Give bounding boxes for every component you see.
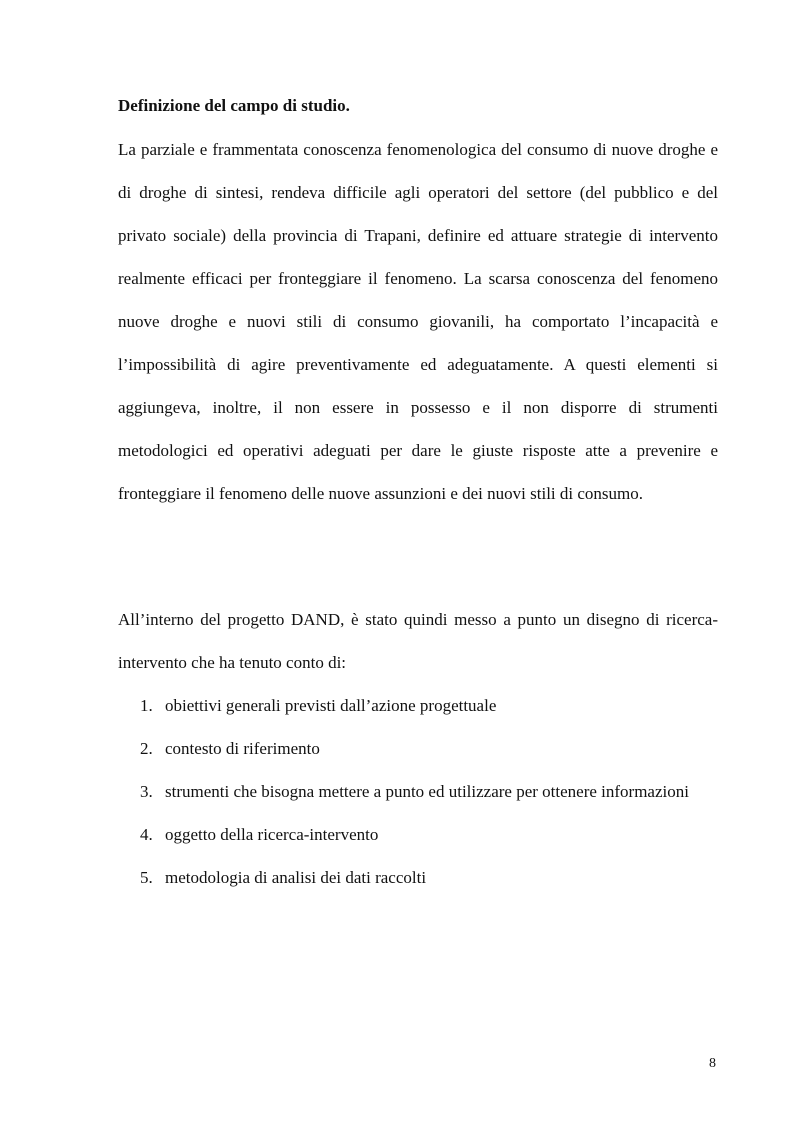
body-paragraph: All’interno del progetto DAND, è stato quindi messo a punto un disegno di ricerca-intervento che ha tenuto conto di:: [118, 610, 718, 672]
list-item-number: 3.: [140, 782, 153, 801]
numbered-list: [118, 684, 718, 899]
list-item: [118, 770, 718, 813]
section-heading: Definizione del campo di studio.: [118, 96, 350, 115]
list-item-number: 4.: [140, 825, 153, 844]
list-item-text: obiettivi generali previsti dall’azione progettuale: [165, 696, 497, 715]
document-page: [118, 0, 718, 1123]
list-item-number: 1.: [140, 696, 153, 715]
list-item-text: strumenti che bisogna mettere a punto ed utilizzare per ottenere informazioni: [165, 782, 689, 801]
list-item: [118, 684, 718, 727]
list-item-text: contesto di riferimento: [165, 739, 320, 758]
list-item: [118, 813, 718, 856]
list-item-number: 2.: [140, 739, 153, 758]
list-item: [118, 856, 718, 899]
list-item: [118, 727, 718, 770]
body-paragraph: La parziale e frammentata conoscenza fenomenologica del consumo di nuove droghe e di droghe di sintesi, rendeva difficile agli operatori del settore (del pubblico e del privato sociale) della provincia di Trapani, definire ed attuare strategie di intervento realmente efficaci per fronteggiare il fenomeno. La scarsa conoscenza del fenomeno nuove droghe e nuovi stili di consumo giovanili, ha comportato l’incapacità e l’impossibilità di agire preventivamente ed adeguatamente. A questi elementi si aggiungeva, inoltre, il non essere in possesso e il non disporre di strumenti metodologici ed operativi adeguati per dare le giuste risposte atte a prevenire e fronteggiare il fenomeno delle nuove assunzioni e dei nuovi stili di consumo.: [118, 140, 718, 503]
list-item-text: oggetto della ricerca-intervento: [165, 825, 379, 844]
page-number: 8: [709, 1056, 716, 1071]
list-item-number: 5.: [140, 868, 153, 887]
list-item-text: metodologia di analisi dei dati raccolti: [165, 868, 427, 887]
